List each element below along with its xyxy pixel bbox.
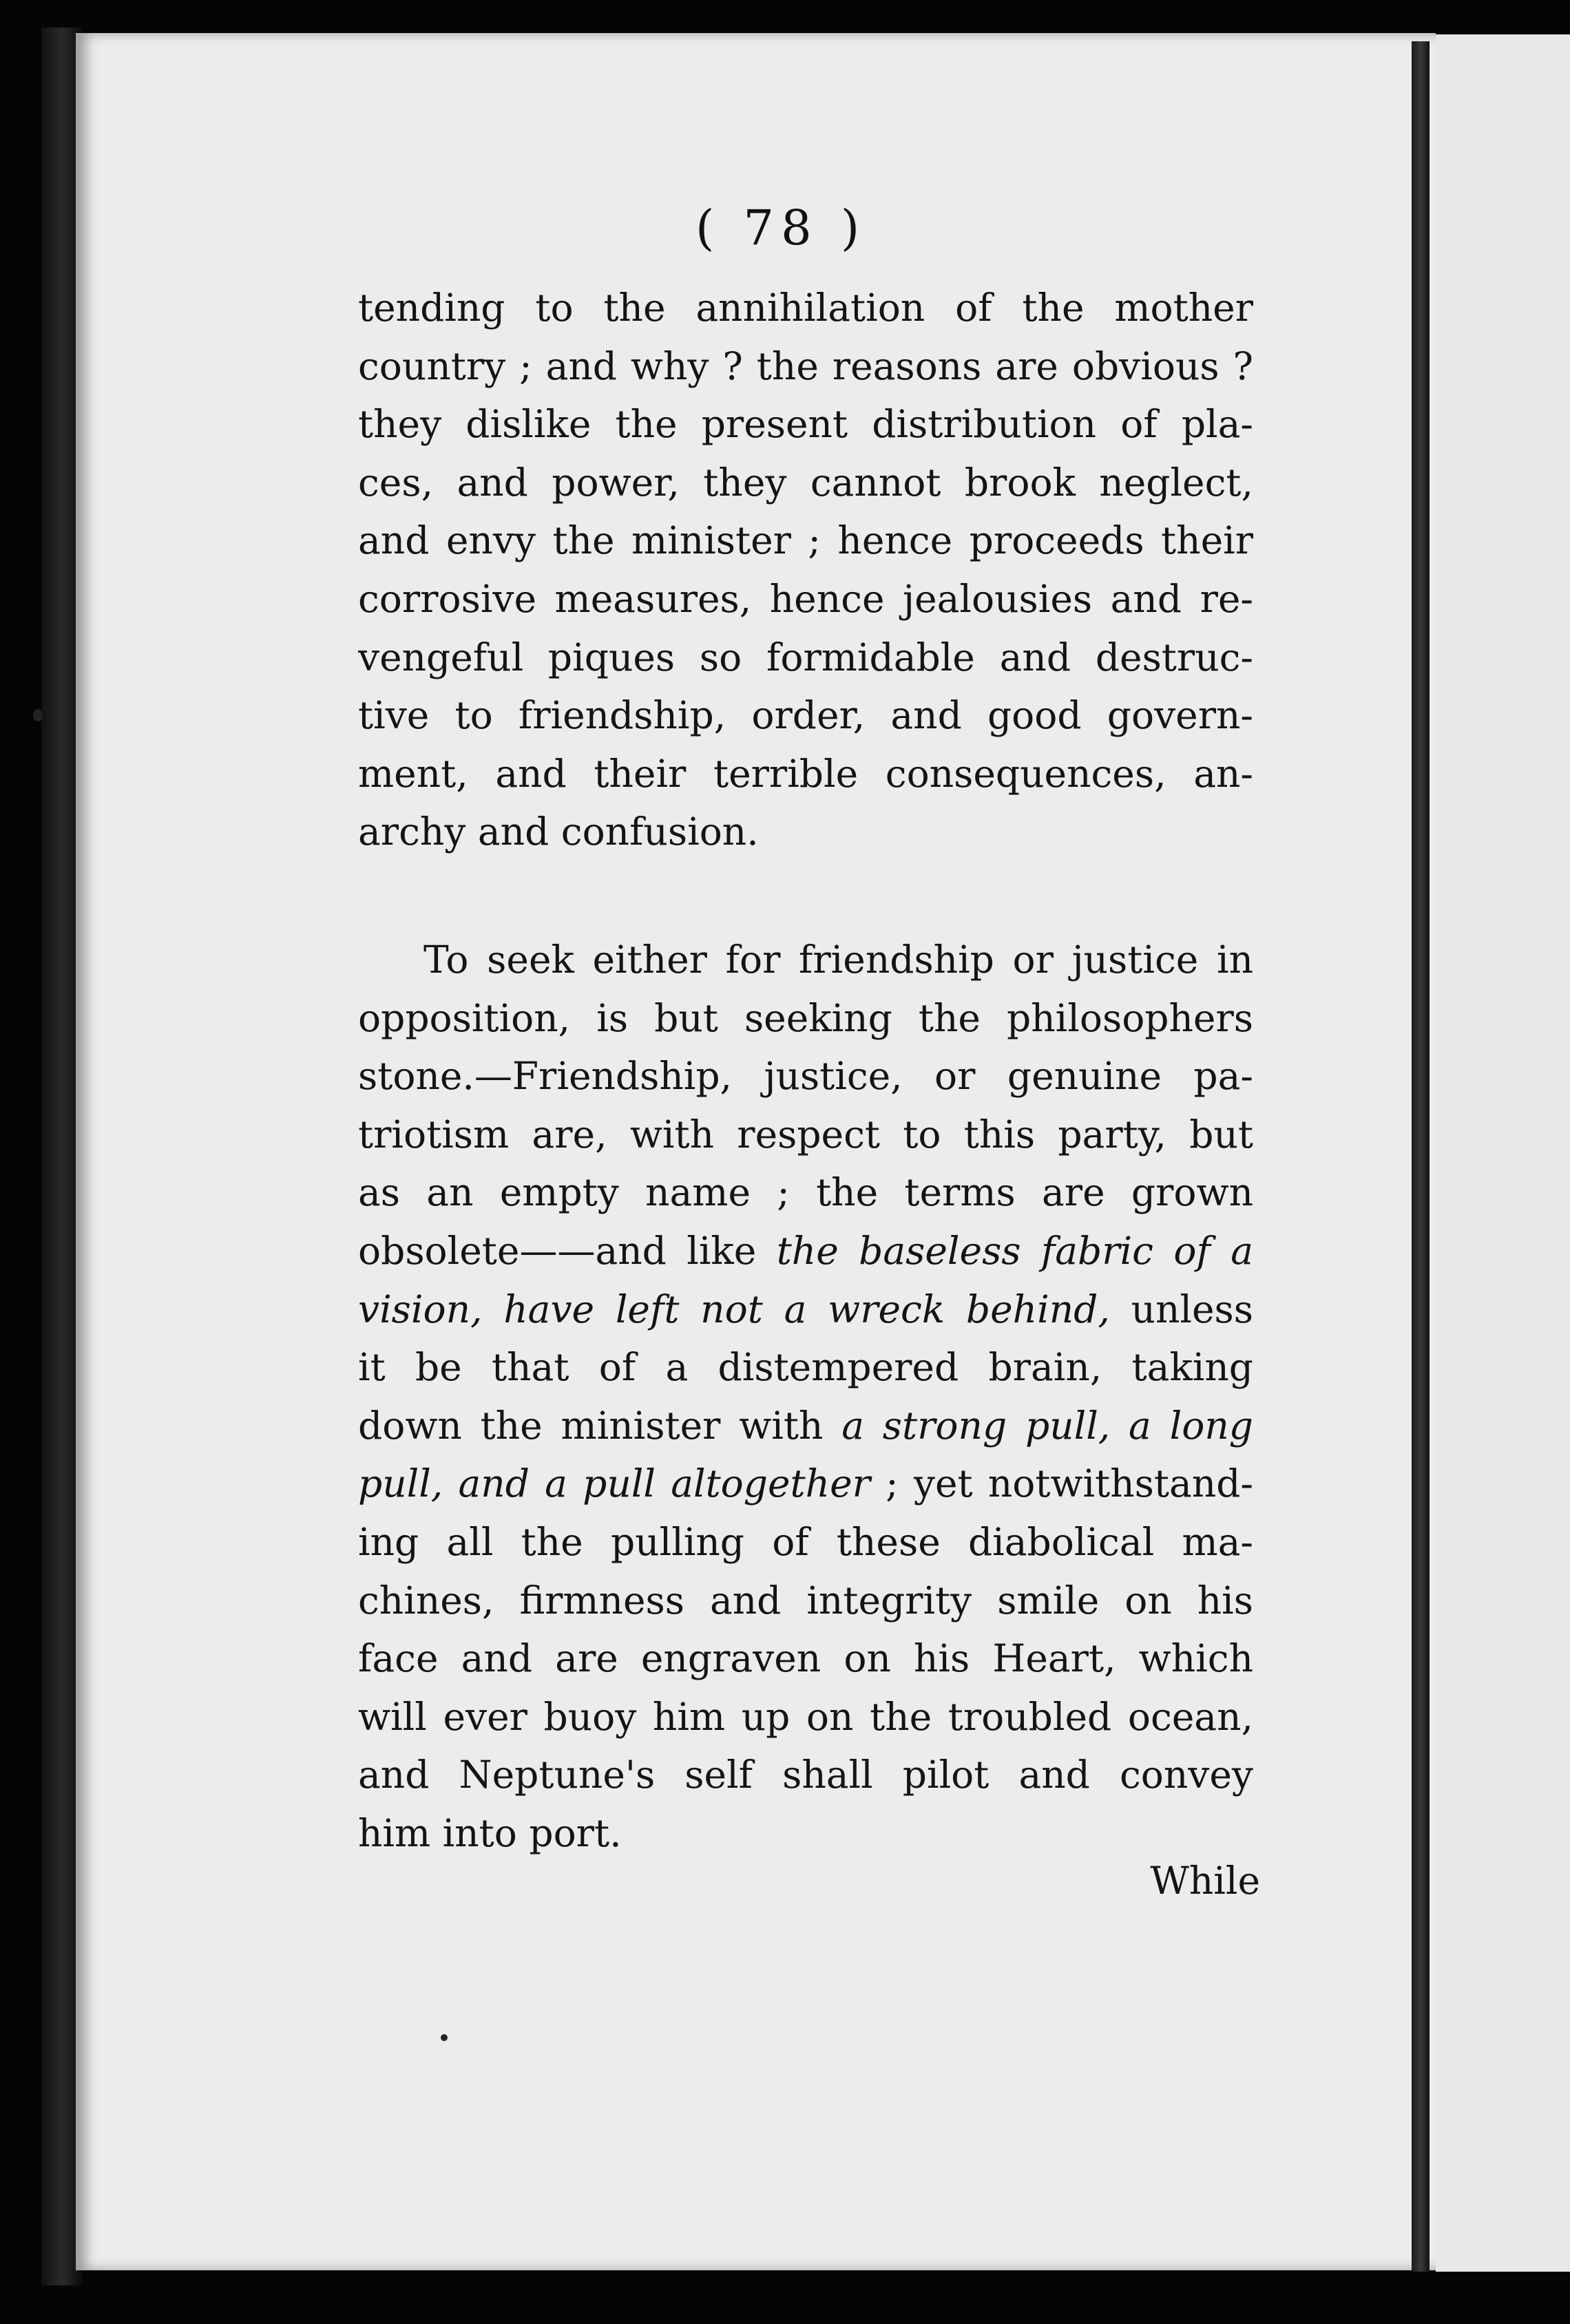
paragraph-1 — [358, 279, 1253, 861]
italic-quote: the baseless fabric of a — [776, 1228, 1253, 1273]
text-line: will ever buoy him up on the troubled ocean, — [358, 1694, 1253, 1739]
text-run: ; yet notwithstand- — [870, 1461, 1253, 1506]
text-line: country ; and why ? the reasons are obvious ? — [358, 344, 1253, 388]
italic-quote: pull, and a pull altogether — [358, 1461, 870, 1506]
text-line: him into port. — [358, 1810, 622, 1855]
text-line: tending to the annihilation of the mother — [358, 286, 1253, 330]
text-line: ces, and power, they cannot brook neglect, — [358, 460, 1253, 505]
text-run: down the minister with — [358, 1403, 842, 1448]
ink-speck — [441, 2034, 448, 2041]
text-line: and envy the minister ; hence proceeds their — [358, 518, 1253, 563]
text-line: archy and confusion. — [358, 810, 759, 854]
text-line: vengeful piques so formidable and destruc- — [358, 635, 1253, 679]
page-gutter-shadow — [1412, 41, 1430, 2272]
text-line: corrosive measures, hence jealousies and re- — [358, 576, 1253, 621]
text-line: tive to friendship, order, and good govern- — [358, 693, 1253, 738]
text-line: ing all the pulling of these diabolical ma- — [358, 1519, 1253, 1564]
ink-speck — [33, 709, 43, 721]
text-line — [358, 1397, 1253, 1455]
text-line: as an empty name ; the terms are grown — [358, 1170, 1253, 1215]
paragraph-2 — [358, 931, 1253, 1863]
text-line: it be that of a distempered brain, taking — [358, 1345, 1253, 1390]
italic-quote: a strong pull, a long — [841, 1403, 1253, 1448]
text-line — [358, 1222, 1253, 1280]
text-line: they dislike the present distribution of pla- — [358, 402, 1253, 447]
facing-page-edge — [1436, 34, 1570, 2272]
text-line — [358, 1280, 1253, 1339]
text-line: chines, firmness and integrity smile on his — [358, 1578, 1253, 1623]
text-line — [358, 1455, 1253, 1513]
text-run: obsolete——and like — [358, 1228, 777, 1273]
text-line: stone.—Friendship, justice, or genuine pa- — [358, 1054, 1253, 1099]
text-line: To seek either for friendship or justice in — [423, 938, 1253, 982]
catchword: While — [1150, 1859, 1260, 1903]
text-line: ment, and their terrible consequences, an- — [358, 751, 1253, 796]
italic-quote: vision, have left not a wreck behind, — [358, 1287, 1110, 1331]
text-line: and Neptune's self shall pilot and convey — [358, 1753, 1253, 1797]
page-number: ( 78 ) — [695, 200, 867, 256]
text-line: face and are engraven on his Heart, which — [358, 1636, 1253, 1681]
text-line: triotism are, with respect to this party, but — [358, 1112, 1253, 1156]
text-run: unless — [1109, 1287, 1253, 1331]
text-line: opposition, is but seeking the philosophers — [358, 995, 1253, 1040]
